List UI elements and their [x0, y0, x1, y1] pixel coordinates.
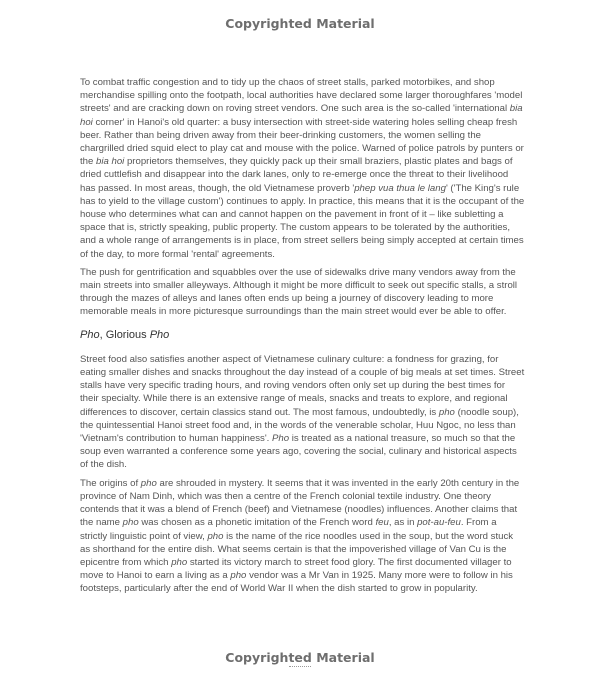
text-run: , as in [388, 517, 418, 529]
section-heading [80, 329, 525, 342]
dotted-rule [289, 666, 311, 667]
italic-term: bia hoi [96, 156, 125, 168]
italic-term: pho [122, 517, 139, 529]
text-run: is the name of the rice noodles used in the soup, but the word stuck as shorthand for the entire dish. What seems certain is that the impoverished village of Van Cu is the epicentre from which [80, 530, 514, 568]
italic-term: feu [375, 517, 389, 529]
italic-term: Pho [271, 433, 290, 445]
heading-italic: Pho [149, 328, 170, 341]
text-run: are shrouded in mystery. It seems that it was invented in the early 20th century in the province of Nam Dinh, which was then a centre of the French colonial textile industry. One theory contends that it was a blend of French (beef) and Vietnamese (noodles) influences. Another claims that the name [80, 477, 520, 529]
text-run: The origins of [80, 477, 141, 489]
italic-term: pho [171, 556, 188, 568]
italic-term: pot-au-feu [417, 517, 461, 529]
paragraph-gentrification: The push for gentrification and squabbles over the use of sidewalks drive many vendors away from the main streets into smaller alleyways. Although it might be more difficult to seek out specific stalls, a stroll through the mazes of alleys and lanes often ends up being a journey of discovery leading to more memorable meals in more picturesque surroundings than the main street would ever be able to offer. [80, 266, 518, 318]
text-run: To combat traffic congestion and to tidy up the chaos of street stalls, parked motorbikes, and shop merchandise spilling onto the footpath, local authorities have declared some larger thoroughfares 'model streets' and are cracking down on roving street vendors. One such area is the so-called 'international [80, 77, 523, 115]
heading-italic: Pho [80, 328, 100, 341]
text-run: corner' in Hanoi's old quarter: a busy intersection with street-side watering holes selling cheap fresh beer. Rather than being driven away from their beer-drinking customers, the women selling the chargrilled dried squid elect to play cat and mouse with the police. Warned of police patrols by punters or the [80, 116, 524, 168]
italic-term: pho [140, 477, 157, 489]
italic-term: pho [207, 530, 224, 542]
italic-term: pho [230, 570, 247, 582]
paragraph-pho-origins [80, 477, 525, 596]
watermark-bottom-text: Copyrighted Material [225, 650, 375, 665]
watermark-top: Copyrighted Material [225, 16, 375, 31]
italic-term: phep vua thua le lang [354, 182, 446, 194]
text-run: started its victory march to street food glory. The first documented villager to move to Hanoi to earn a living as a [80, 556, 512, 582]
text-run: Street food also satisfies another aspect of Vietnamese culinary culture: a fondness for grazing, for eating smaller dishes and snacks throughout the day instead of a couple of big meals at set times. Street stalls have very specific trading hours, and roving vendors often only set up during the best times for their specialty. While there is an extensive range of meals, snacks and treats to explore, and regional differences to discover, certain classics stand out. The most famous, undoubtedly, is [80, 353, 525, 418]
page-body [80, 76, 525, 601]
paragraph-street-vendors [80, 76, 525, 261]
text-run: . From a strictly linguistic point of view, [80, 517, 497, 542]
text-run: proprietors themselves, they quickly pack up their small braziers, plastic plates and bags of dried cuttlefish and disappear into the dark lanes, only to re-emerge once the threat to their livelihood has passed. In most areas, though, the old Vietnamese proverb ' [80, 156, 513, 194]
heading-text: , Glorious [99, 328, 150, 341]
text-run: ' ('The King's rule has to yield to the village custom') continues to apply. In practice, this means that it is the occupant of the house who determines what can and cannot happen on the pavement in front of it – like subletting a space that is, strictly speaking, public property. The custom appears to be tolerated by the authorities, and a whole range of arrangements is in place, from street sellers being simply accepted at certain times of the day, to more formal 'rental' agreements. [80, 182, 525, 260]
text-run: was chosen as a phonetic imitation of the French word [138, 517, 376, 529]
italic-term: pho [438, 406, 455, 418]
watermark-bottom [0, 650, 600, 667]
text-run: (noodle soup), the quintessential Hanoi street food and, in the words of the venerable scholar, Huu Ngoc, no less than 'Vietnam's contribution to human happiness'. [80, 406, 519, 445]
italic-term: bia hoi [80, 103, 523, 128]
paragraph-grazing [80, 353, 525, 472]
text-run: vendor was a Mr Van in 1925. Many more were to follow in his footsteps, particularly after the end of World War II when the dish started to grow in popularity. [80, 570, 513, 595]
text-run: is treated as a national treasure, so much so that the soup even warranted a conference some years ago, covering the social, culinary and historical aspects of the dish. [80, 433, 517, 471]
